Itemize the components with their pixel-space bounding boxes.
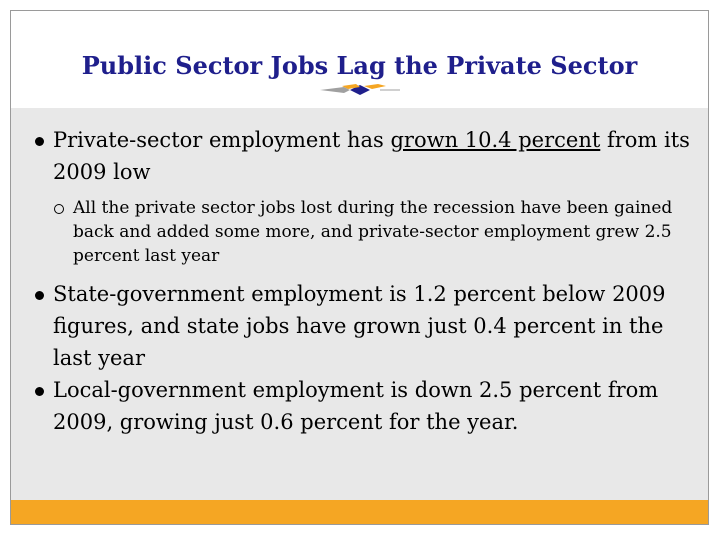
bottom-accent-bar [11,500,708,524]
bullet-private-sector [33,124,693,188]
hollow-bullet-icon [54,204,64,214]
filled-bullet-icon [35,137,44,146]
sub-bullet-private-detail [53,196,693,268]
sub-bullet-text: All the private sector jobs lost during the recession have been gained back and added some more, and private-sector employment grew 2.5 percent last year [73,198,673,266]
title-divider-ornament [320,80,400,100]
filled-bullet-icon [35,291,44,300]
bullet-text-post: from its 2009 low [53,128,690,184]
divider-gray-arrow [320,87,350,93]
divider-orange-right [364,84,386,89]
bullet-state-government [33,278,693,374]
bullet-text: State-government employment is 1.2 percent below 2009 figures, and state jobs have grown just 0.4 percent in the last year [53,282,666,370]
bullet-local-government [33,374,693,438]
grown-percent-link[interactable]: grown 10.4 percent [390,128,601,152]
bullet-text: Local-government employment is down 2.5 percent from 2009, growing just 0.6 percent for the year. [53,378,659,434]
slide-title: Public Sector Jobs Lag the Private Sector [81,51,638,80]
filled-bullet-icon [35,387,44,396]
bullet-list [33,124,693,438]
bullet-text-pre: Private-sector employment has [53,128,391,152]
